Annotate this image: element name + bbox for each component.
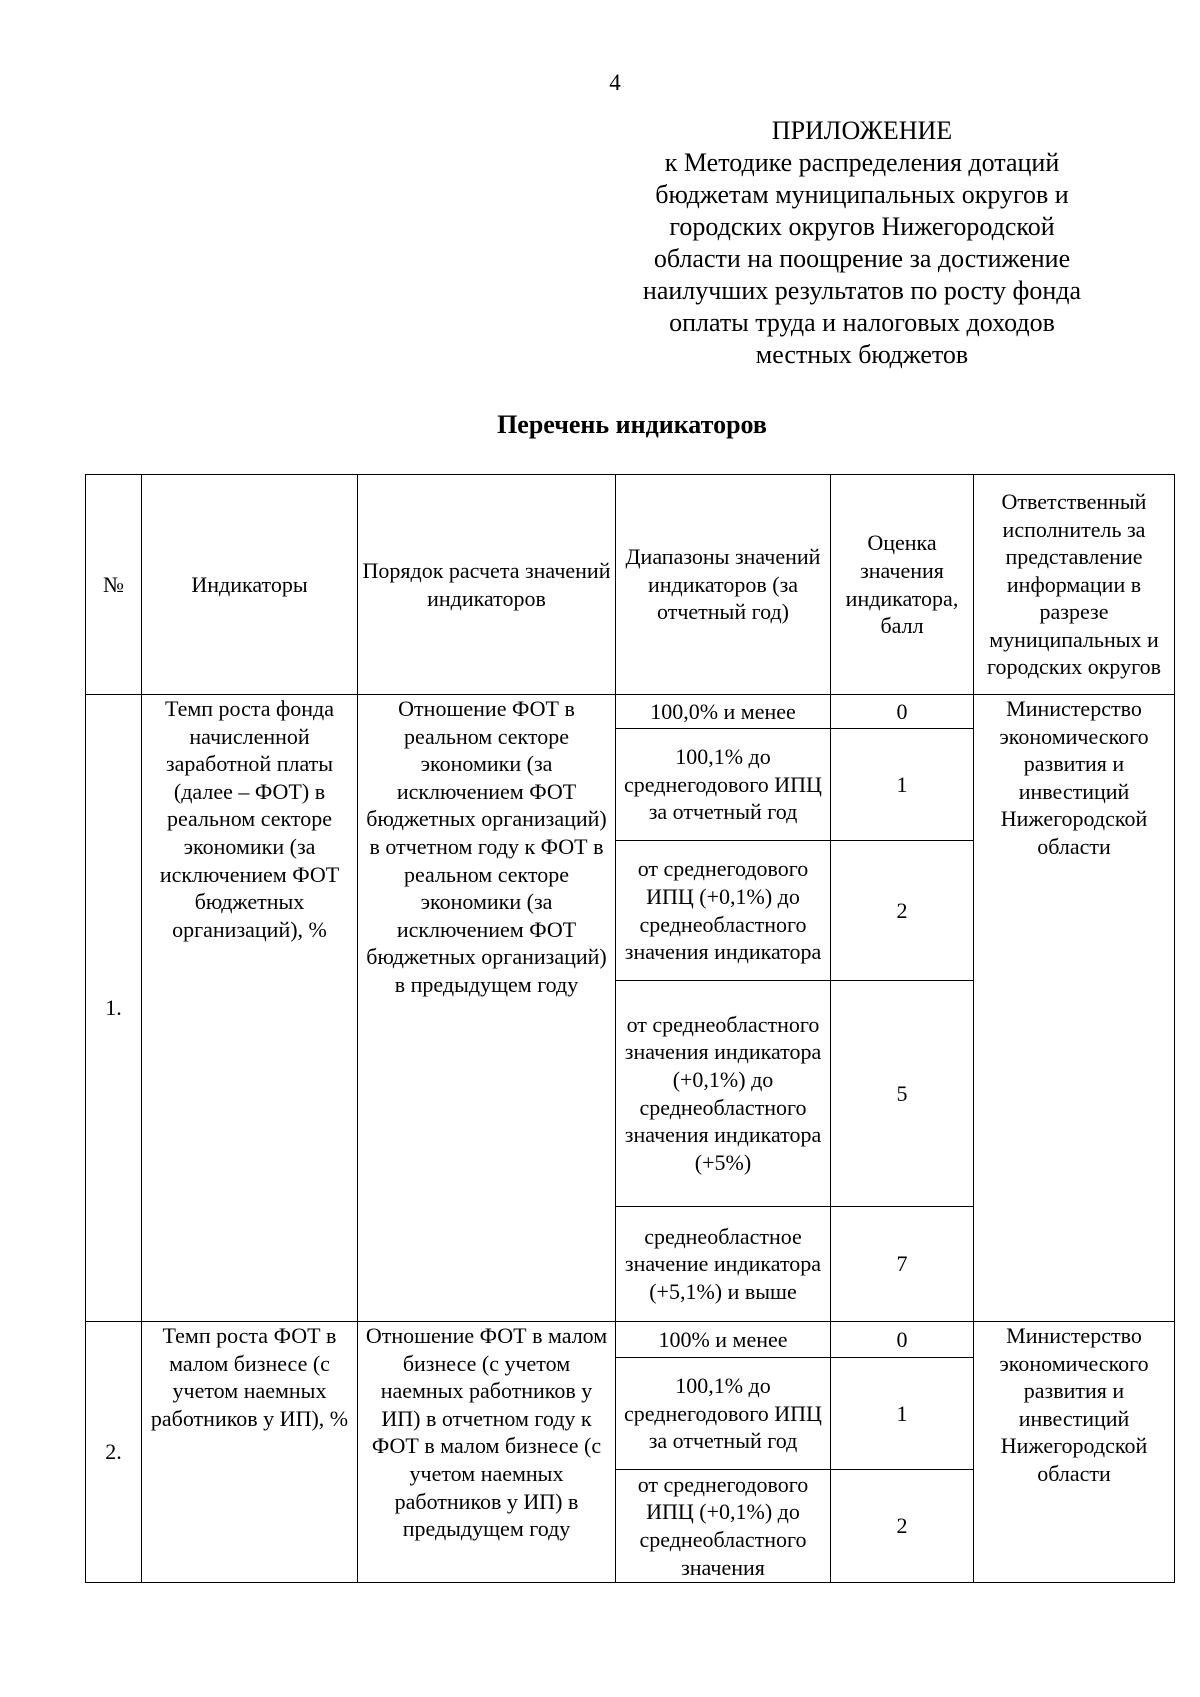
- header-number: №: [86, 475, 142, 695]
- responsible-cell: Министерство экономического развития и инвестиций Нижегородской области: [974, 1322, 1175, 1583]
- range-cell: 100,1% до среднегодового ИПЦ за отчетный год: [616, 729, 831, 841]
- score-cell: 2: [831, 841, 974, 981]
- appendix-heading: ПРИЛОЖЕНИЕ: [771, 116, 953, 145]
- score-cell: 7: [831, 1207, 974, 1322]
- header-responsible: Ответственный исполнитель за представление информации в разрезе муниципальных и городских округов: [974, 475, 1175, 695]
- appendix-block: [612, 115, 1112, 371]
- range-cell: 100,1% до среднегодового ИПЦ за отчетный год: [616, 1358, 831, 1470]
- table-row: [86, 1322, 1175, 1358]
- header-range: Диапазоны значений индикаторов (за отчетный год): [616, 475, 831, 695]
- method-cell: Отношение ФОТ в малом бизнесе (с учетом наемных работников у ИП) в отчетном году к ФОТ в малом бизнесе (с учетом наемных работников у ИП) в предыдущем году: [358, 1322, 616, 1583]
- range-cell: 100,0% и менее: [616, 695, 831, 729]
- document-title: Перечень индикаторов: [497, 410, 767, 439]
- table-header-row: [86, 475, 1175, 695]
- indicator-cell: Темп роста ФОТ в малом бизнесе (с учетом наемных работников у ИП), %: [142, 1322, 358, 1583]
- header-indicator: Индикаторы: [142, 475, 358, 695]
- row-number: 2.: [86, 1322, 142, 1583]
- score-cell: 1: [831, 729, 974, 841]
- range-cell: 100% и менее: [616, 1322, 831, 1358]
- score-cell: 0: [831, 1322, 974, 1358]
- appendix-text: к Методике распределения дотаций бюджетам муниципальных округов и городских округов Нижегородской области на поощрение за достижение наилучших результатов по росту фонда оплаты труда и налоговых доходов местных бюджетов: [642, 148, 1082, 369]
- score-cell: 2: [831, 1470, 974, 1583]
- range-cell: среднеобластное значение индикатора (+5,1%) и выше: [616, 1207, 831, 1322]
- table-row: [86, 695, 1175, 729]
- score-cell: 5: [831, 981, 974, 1207]
- score-cell: 1: [831, 1358, 974, 1470]
- row-number: 1.: [86, 695, 142, 1322]
- header-score: Оценка значения индикатора, балл: [831, 475, 974, 695]
- page-number: 4: [609, 70, 621, 95]
- indicator-cell: Темп роста фонда начисленной заработной платы (далее – ФОТ) в реальном секторе экономики (за исключением ФОТ бюджетных организаций), %: [142, 695, 358, 1322]
- indicators-table: [85, 474, 1175, 1583]
- header-method: Порядок расчета значений индикаторов: [358, 475, 616, 695]
- range-cell: от среднегодового ИПЦ (+0,1%) до среднеобластного значения индикатора: [616, 841, 831, 981]
- method-cell: Отношение ФОТ в реальном секторе экономики (за исключением ФОТ бюджетных организаций) в отчетном году к ФОТ в реальном секторе экономики (за исключением ФОТ бюджетных организаций) в предыдущем году: [358, 695, 616, 1322]
- range-cell: от среднегодового ИПЦ (+0,1%) до среднеобластного значения: [616, 1470, 831, 1583]
- range-cell: от среднеобластного значения индикатора (+0,1%) до среднеобластного значения индикатора (+5%): [616, 981, 831, 1207]
- score-cell: 0: [831, 695, 974, 729]
- responsible-cell: Министерство экономического развития и инвестиций Нижегородской области: [974, 695, 1175, 1322]
